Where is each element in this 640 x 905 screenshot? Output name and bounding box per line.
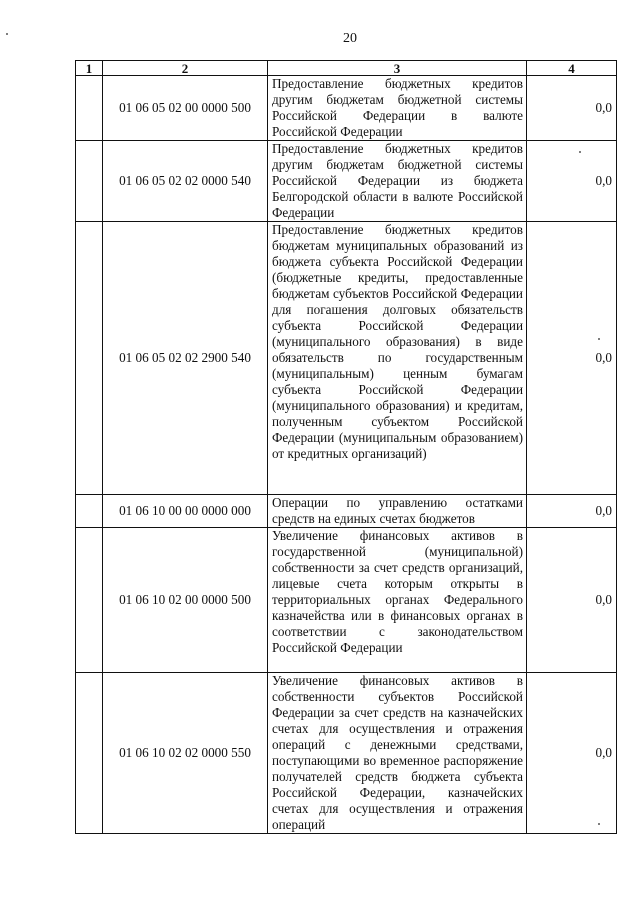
budget-code-cell: 01 06 10 02 02 0000 550 bbox=[103, 673, 268, 834]
amount-cell: 0,0 bbox=[527, 141, 617, 222]
row-number-cell bbox=[76, 673, 103, 834]
description-cell: Предоставление бюджетных кредитов бюджетам муниципальных образований из бюджета субъекта Российской Федерации (бюджетные кредиты, предоставленные бюджетам субъектов Российской Федерации для погашения долговых обязательств субъекта Российской Федерации (муниципального образования) в виде обязательств по государственным (муниципальным) ценным бумагам субъекта Российской Федерации (муниципального образования) и кредитам, полученным субъектом Российской Федерации (муниципальным образованием) от кредитных организаций) bbox=[268, 222, 527, 495]
scan-speck bbox=[598, 338, 600, 340]
column-header-4: 4 bbox=[527, 61, 617, 76]
table-row bbox=[76, 495, 617, 528]
scan-speck bbox=[598, 823, 600, 825]
table-header-row bbox=[76, 61, 617, 76]
budget-code-cell: 01 06 05 02 02 2900 540 bbox=[103, 222, 268, 495]
column-header-2: 2 bbox=[103, 61, 268, 76]
page-number: 20 bbox=[343, 31, 357, 46]
amount-cell: 0,0 bbox=[527, 76, 617, 141]
description-cell: Операции по управлению остатками средств на единых счетах бюджетов bbox=[268, 495, 527, 528]
row-number-cell bbox=[76, 222, 103, 495]
row-number-cell bbox=[76, 528, 103, 673]
row-number-cell bbox=[76, 76, 103, 141]
amount-cell: 0,0 bbox=[527, 495, 617, 528]
budget-code-cell: 01 06 10 00 00 0000 000 bbox=[103, 495, 268, 528]
scan-speck bbox=[6, 33, 8, 35]
description-cell: Увеличение финансовых активов в государственной (муниципальной) собственности за счет средств организаций, лицевые счета которым открыты в территориальных органах Федерального казначейства или в финансовых органах в соответствии с законодательством Российской Федерации bbox=[268, 528, 527, 673]
budget-code-cell: 01 06 10 02 00 0000 500 bbox=[103, 528, 268, 673]
description-cell: Предоставление бюджетных кредитов другим бюджетам бюджетной системы Российской Федерации из бюджета Белгородской области в валюте Российской Федерации bbox=[268, 141, 527, 222]
table-row bbox=[76, 673, 617, 834]
amount-cell: 0,0 bbox=[527, 222, 617, 495]
description-cell: Предоставление бюджетных кредитов другим бюджетам бюджетной системы Российской Федерации в валюте Российской Федерации bbox=[268, 76, 527, 141]
budget-code-cell: 01 06 05 02 00 0000 500 bbox=[103, 76, 268, 141]
scan-speck bbox=[579, 151, 581, 153]
column-header-3: 3 bbox=[268, 61, 527, 76]
row-number-cell bbox=[76, 495, 103, 528]
table-row bbox=[76, 222, 617, 495]
budget-sources-table bbox=[75, 60, 617, 834]
column-header-1: 1 bbox=[76, 61, 103, 76]
description-cell: Увеличение финансовых активов в собственности субъектов Российской Федерации за счет средств на казначейских счетах для осуществления и отражения операций с денежными средствами, поступающими во временное распоряжение получателей средств бюджета субъекта Российской Федерации, казначейских счетах для осуществления и отражения операций bbox=[268, 673, 527, 834]
row-number-cell bbox=[76, 141, 103, 222]
table-row bbox=[76, 76, 617, 141]
amount-cell: 0,0 bbox=[527, 528, 617, 673]
budget-code-cell: 01 06 05 02 02 0000 540 bbox=[103, 141, 268, 222]
amount-cell: 0,0 bbox=[527, 673, 617, 834]
table-row bbox=[76, 141, 617, 222]
table-row bbox=[76, 528, 617, 673]
